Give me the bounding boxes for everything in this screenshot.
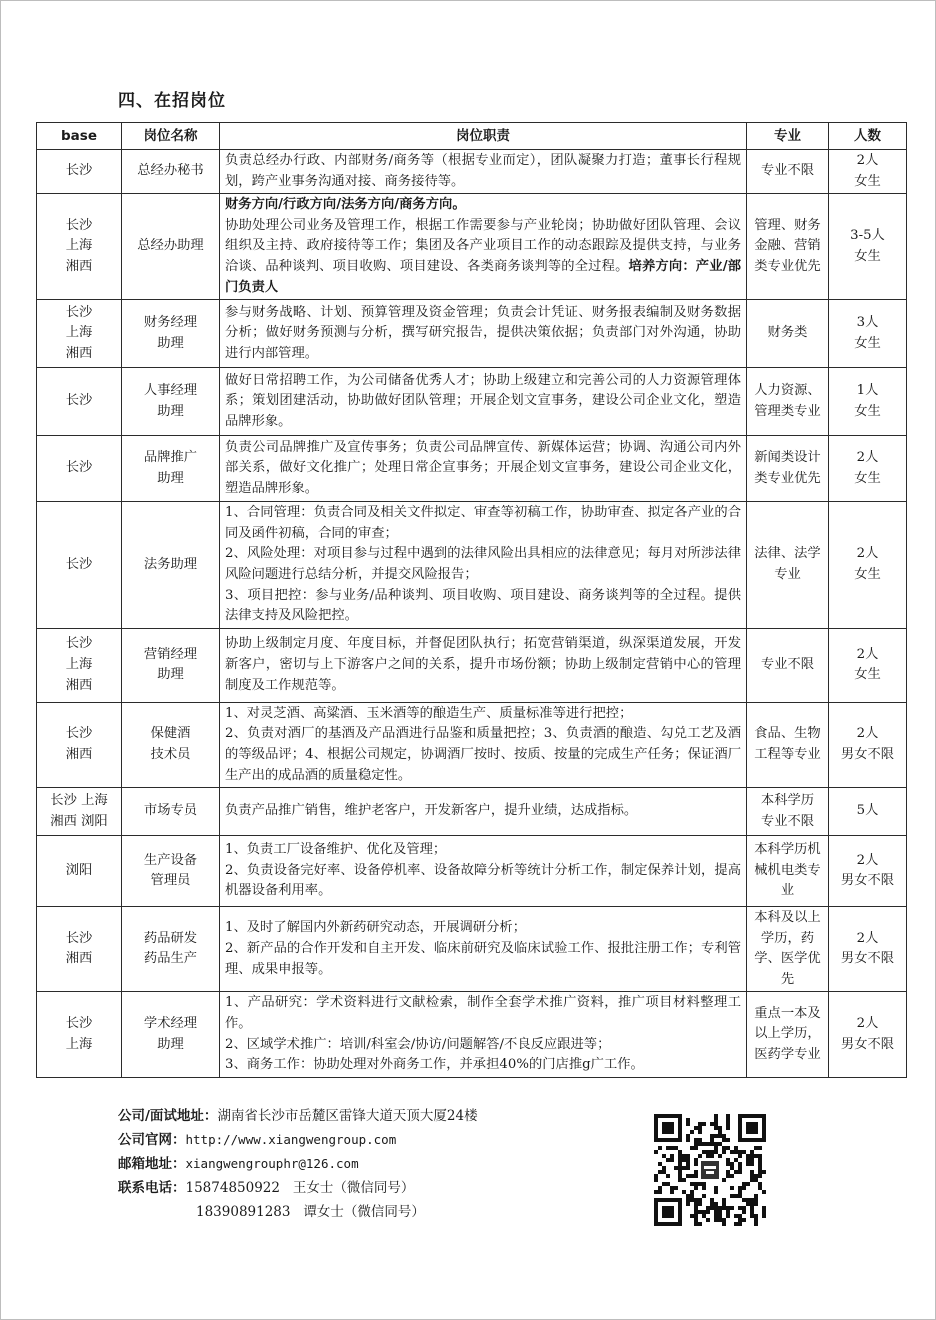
cell-position-name: 人事经理 助理 <box>122 368 220 436</box>
cell-position-name: 总经办助理 <box>122 194 220 300</box>
table-row <box>37 368 907 436</box>
section-title: 四、在招岗位 <box>118 91 226 111</box>
cell-major: 本科学历机械机电类专业 <box>747 836 829 907</box>
cell-major: 重点一本及以上学历，医药学专业 <box>747 992 829 1077</box>
address-row <box>118 1104 638 1128</box>
cell-position-name: 品牌推广 助理 <box>122 436 220 502</box>
cell-headcount: 3-5人 女生 <box>829 194 907 300</box>
cell-duty <box>220 702 747 787</box>
cell-duty <box>220 992 747 1077</box>
cell-headcount: 5人 <box>829 788 907 836</box>
header-count: 人数 <box>829 123 907 150</box>
cell-base: 长沙 湘西 <box>37 702 122 787</box>
cell-base: 长沙 <box>37 502 122 629</box>
qr-code-icon <box>654 1114 766 1226</box>
cell-position-name: 药品研发 药品生产 <box>122 907 220 992</box>
cell-position-name: 法务助理 <box>122 502 220 629</box>
cell-base: 长沙 <box>37 368 122 436</box>
cell-position-name: 生产设备 管理员 <box>122 836 220 907</box>
cell-headcount: 2人 男女不限 <box>829 836 907 907</box>
cell-base: 长沙 上海 湘西 <box>37 194 122 300</box>
cell-duty <box>220 194 747 300</box>
cell-headcount: 2人 女生 <box>829 628 907 702</box>
phone-label: 联系电话： <box>118 1180 186 1196</box>
cell-headcount: 2人 女生 <box>829 436 907 502</box>
cell-headcount: 3人 女生 <box>829 300 907 368</box>
table-row <box>37 836 907 907</box>
cell-position-name: 总经办秘书 <box>122 150 220 194</box>
cell-position-name: 保健酒 技术员 <box>122 702 220 787</box>
website-row <box>118 1128 638 1152</box>
cell-headcount: 1人 女生 <box>829 368 907 436</box>
cell-major: 新闻类设计类专业优先 <box>747 436 829 502</box>
address-label: 公司/面试地址： <box>118 1108 218 1124</box>
table-row <box>37 300 907 368</box>
cell-base: 长沙 上海 湘西 <box>37 628 122 702</box>
header-major: 专业 <box>747 123 829 150</box>
cell-headcount: 2人 女生 <box>829 502 907 629</box>
cell-base: 长沙 <box>37 150 122 194</box>
cell-base: 长沙 <box>37 436 122 502</box>
cell-duty <box>220 436 747 502</box>
duty-text: 负责产品推广销售，维护老客户，开发新客户，提升业绩，达成指标。 <box>225 803 638 819</box>
cell-major: 管理、财务金融、营销类专业优先 <box>747 194 829 300</box>
cell-duty <box>220 907 747 992</box>
jobs-table <box>36 122 907 1078</box>
cell-major: 财务类 <box>747 300 829 368</box>
cell-major: 专业不限 <box>747 628 829 702</box>
email-label: 邮箱地址： <box>118 1156 186 1172</box>
cell-headcount: 2人 男女不限 <box>829 992 907 1077</box>
cell-base: 长沙 上海 湘西 <box>37 300 122 368</box>
contact-person-1: 王女士（微信同号） <box>292 1180 415 1196</box>
cell-base: 长沙 湘西 <box>37 907 122 992</box>
cell-headcount: 2人 女生 <box>829 150 907 194</box>
address-value: 湖南省长沙市岳麓区雷锋大道天顶大厦24楼 <box>217 1108 478 1124</box>
cell-duty <box>220 300 747 368</box>
cell-major: 人力资源、管理类专业 <box>747 368 829 436</box>
cell-position-name: 学术经理 助理 <box>122 992 220 1077</box>
table-row <box>37 992 907 1077</box>
duty-direction: 财务方向/行政方向/法务方向/商务方向。 <box>225 197 466 213</box>
duty-text: 1、合同管理：负责合同及相关文件拟定、审查等初稿工作，协助审查、拟定各产业的合同及函件初稿，合同的审查； 2、风险处理：对项目参与过程中遇到的法律风险出具相应的法律意见；每月对所涉法律风险问题进行总结分析，并提交风险报告； 3、项目把控：参与业务/品种谈判、项目收购、项目建设、商务谈判等的全过程。提供法律支持及风险把控。 <box>225 505 741 624</box>
website-label: 公司官网： <box>118 1132 186 1148</box>
duty-text: 负责总经办行政、内部财务/商务等（根据专业而定），团队凝聚力打造；董事长行程规划，跨产业事务沟通对接、商务接待等。 <box>225 153 741 189</box>
cell-base: 长沙 上海 <box>37 992 122 1077</box>
cell-headcount: 2人 男女不限 <box>829 702 907 787</box>
contact-person-2: 谭女士（微信同号） <box>303 1204 425 1220</box>
table-row <box>37 628 907 702</box>
phone-row-1 <box>118 1176 638 1200</box>
website-link[interactable]: http://www.xiangwengroup.com <box>185 1132 397 1147</box>
cell-major: 法律、法学专业 <box>747 502 829 629</box>
phone-number-1: 15874850922 <box>185 1180 280 1196</box>
cell-duty <box>220 150 747 194</box>
duty-training-direction: 培养方向：产业/部门负责人 <box>225 258 741 295</box>
phone-row-2 <box>118 1200 638 1224</box>
email-link[interactable]: xiangwengrouphr@126.com <box>185 1156 359 1171</box>
cell-base: 浏阳 <box>37 836 122 907</box>
cell-headcount: 2人 男女不限 <box>829 907 907 992</box>
duty-text: 负责公司品牌推广及宣传事务；负责公司品牌宣传、新媒体运营；协调、沟通公司内外部关系，做好文化推广；处理日常企宣事务；开展企划文宣事务，建设公司企业文化，塑造品牌形象。 <box>225 439 741 496</box>
header-name: 岗位名称 <box>122 123 220 150</box>
cell-position-name: 财务经理 助理 <box>122 300 220 368</box>
duty-text: 1、产品研究：学术资料进行文献检索，制作全套学术推广资料，推广项目材料整理工作。 2、区域学术推广：培训/科室会/协访/问题解答/不良反应跟进等； 3、商务工作：协助处理对外商务工作，并承担40%的门店推g广工作。 <box>225 995 741 1073</box>
phone-number-2: 18390891283 <box>196 1204 291 1220</box>
email-row <box>118 1152 638 1176</box>
duty-text: 1、对灵芝酒、高粱酒、玉米酒等的酿造生产、质量标准等进行把控； 2、负责对酒厂的基酒及产品酒进行品鉴和质量把控；3、负责酒的酿造、勾兑工艺及酒的等级品评；4、根据公司规定，协调酒厂按时、按质、按量的完成生产任务；保证酒厂生产出的成品酒的质量稳定性。 <box>225 705 741 783</box>
duty-text: 1、负责工厂设备维护、优化及管理； 2、负责设备完好率、设备停机率、设备故障分析等统计分析工作，制定保养计划，提高机器设备利用率。 <box>225 842 741 899</box>
cell-major: 食品、生物工程等专业 <box>747 702 829 787</box>
cell-position-name: 营销经理 助理 <box>122 628 220 702</box>
contact-info <box>118 1104 638 1224</box>
cell-major: 本科学历 专业不限 <box>747 788 829 836</box>
table-row <box>37 436 907 502</box>
table-row <box>37 194 907 300</box>
job-rows <box>37 150 907 1078</box>
cell-position-name: 市场专员 <box>122 788 220 836</box>
table-row <box>37 788 907 836</box>
table-row <box>37 702 907 787</box>
cell-major: 专业不限 <box>747 150 829 194</box>
cell-duty <box>220 788 747 836</box>
cell-duty <box>220 502 747 629</box>
table-row <box>37 907 907 992</box>
cell-base: 长沙 上海 湘西 浏阳 <box>37 788 122 836</box>
duty-text: 协助处理公司业务及管理工作，根据工作需要参与产业轮岗；协助做好团队管理、会议组织及主持、政府接待等工作；集团及各产业项目工作的动态跟踪及提供支持，与业务洽谈、品种谈判、项目收购、项目建设、各类商务谈判等的全过程。 <box>225 217 741 274</box>
header-base: base <box>37 123 122 150</box>
duty-text: 做好日常招聘工作，为公司储备优秀人才；协助上级建立和完善公司的人力资源管理体系；策划团建活动，协助做好团队管理；开展企划文宣事务，建设公司企业文化，塑造品牌形象。 <box>225 372 741 429</box>
table-header-row <box>37 123 907 150</box>
table-row <box>37 502 907 629</box>
cell-duty <box>220 836 747 907</box>
duty-text: 协助上级制定月度、年度目标，并督促团队执行；拓宽营销渠道，纵深渠道发展，开发新客户，密切与上下游客户之间的关系，提升市场份额；协助上级制定营销中心的管理制度及工作规范等。 <box>225 636 741 693</box>
cell-major: 本科及以上学历，药学、医学优先 <box>747 907 829 992</box>
duty-text: 参与财务战略、计划、预算管理及资金管理；负责会计凭证、财务报表编制及财务数据分析；做好财务预测与分析，撰写研究报告，提供决策依据；负责部门对外沟通，协助进行内部管理。 <box>225 304 741 361</box>
duty-text: 1、及时了解国内外新药研究动态，开展调研分析； 2、新产品的合作开发和自主开发、临床前研究及临床试验工作、报批注册工作；专利管理、成果申报等。 <box>225 920 741 977</box>
table-row <box>37 150 907 194</box>
header-duty: 岗位职责 <box>220 123 747 150</box>
cell-duty <box>220 368 747 436</box>
cell-duty <box>220 628 747 702</box>
